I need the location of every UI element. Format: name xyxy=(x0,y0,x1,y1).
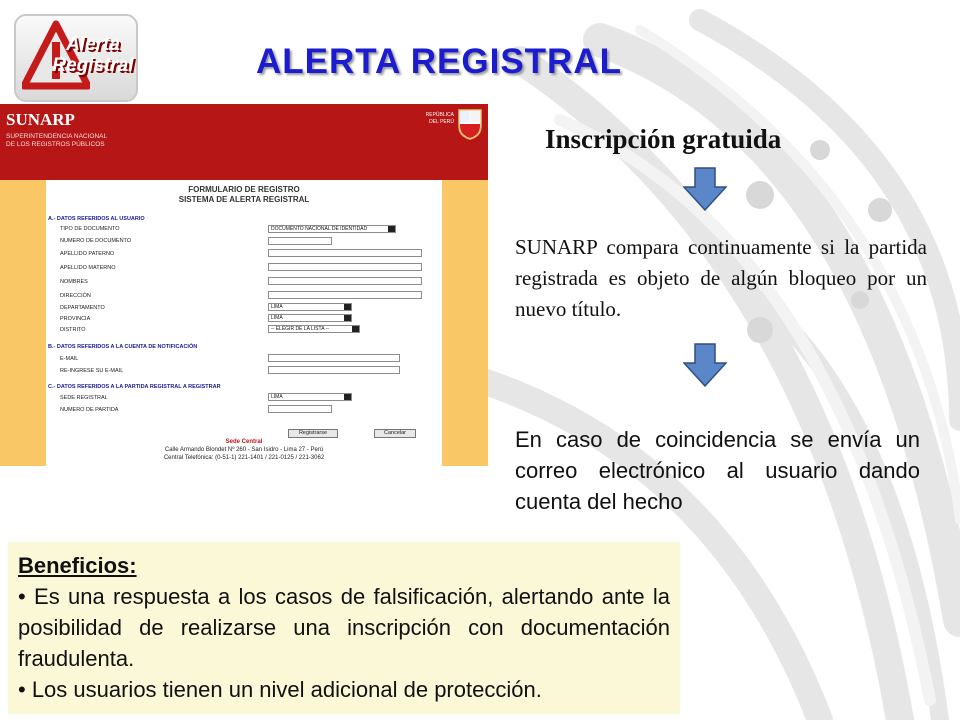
select-value: LIMA xyxy=(271,394,283,400)
record-number-input[interactable] xyxy=(268,405,332,413)
republica-2: DEL PERÚ xyxy=(429,119,454,125)
field-label: APELLIDO PATERNO xyxy=(60,251,115,257)
sede-phone: Central Telefónica: (0-51-1) 221-1401 / 221-0125 / 221-3062 xyxy=(163,455,325,461)
section-c-heading: C.- DATOS REFERIDOS A LA PARTIDA REGISTRAL A REGISTRAR xyxy=(48,384,221,390)
field-label: APELLIDO MATERNO xyxy=(60,265,116,271)
republica-label xyxy=(420,112,454,126)
field-label: E-MAIL xyxy=(60,356,79,362)
dropdown-arrow-icon xyxy=(344,394,351,400)
province-select[interactable] xyxy=(268,314,352,322)
sunarp-subtitle-2: DE LOS REGISTROS PÚBLICOS xyxy=(6,141,105,148)
dropdown-arrow-icon xyxy=(344,315,351,321)
sunarp-subtitle xyxy=(6,133,126,149)
form-header xyxy=(0,104,488,180)
alerta-registral-logo xyxy=(14,14,138,102)
field-label: DIRECCIÓN xyxy=(60,293,91,299)
page-title: ALERTA REGISTRAL xyxy=(256,42,622,81)
logo-line-2: Registral xyxy=(52,55,134,76)
paternal-surname-input[interactable] xyxy=(268,249,422,257)
select-value: LIMA xyxy=(271,304,283,310)
document-number-input[interactable] xyxy=(268,237,332,245)
sunarp-brand: SUNARP xyxy=(6,110,75,129)
arrow-down-icon xyxy=(683,167,727,211)
dropdown-arrow-icon xyxy=(352,326,359,332)
dropdown-arrow-icon xyxy=(344,304,351,310)
form-title-1: FORMULARIO DE REGISTRO xyxy=(188,185,300,194)
select-value: DOCUMENTO NACIONAL DE IDENTIDAD xyxy=(271,226,368,232)
field-label: TIPO DE DOCUMENTO xyxy=(60,226,120,232)
field-label: RE-INGRESE SU E-MAIL xyxy=(60,368,124,374)
sede-title: Sede Central xyxy=(225,439,263,445)
field-label: NUMERO DE PARTIDA xyxy=(60,407,119,413)
form-body xyxy=(46,180,442,466)
department-select[interactable] xyxy=(268,303,352,311)
benefits-box xyxy=(8,542,680,714)
field-label: NUMERO DE DOCUMENTO xyxy=(60,238,132,244)
republica-1: REPÚBLICA xyxy=(425,112,454,118)
field-label: DEPARTAMENTO xyxy=(60,305,105,311)
field-label: SEDE REGISTRAL xyxy=(60,395,108,401)
field-label: PROVINCIA xyxy=(60,316,91,322)
field-label: NOMBRES xyxy=(60,279,88,285)
document-type-select[interactable] xyxy=(268,225,396,233)
benefits-heading: Beneficios: xyxy=(18,553,137,578)
dropdown-arrow-icon xyxy=(388,226,395,232)
register-button[interactable]: Registrarse xyxy=(288,429,338,438)
registry-office-select[interactable] xyxy=(268,393,352,401)
select-value: -- ELEGIR DE LA LISTA -- xyxy=(271,326,329,332)
benefit-item: • Es una respuesta a los casos de falsificación, alertando ante la posibilidad de realizarse una inscripción con documentación fraudulenta. xyxy=(18,584,670,671)
section-b-heading: B.- DATOS REFERIDOS A LA CUENTA DE NOTIFICACIÓN xyxy=(48,344,198,350)
cancel-button[interactable]: Cancelar xyxy=(374,429,416,438)
sede-address: Calle Armando Blondet Nº 260 - San Isidro - Lima 27 - Perú xyxy=(164,447,324,453)
email-confirm-input[interactable] xyxy=(268,366,400,374)
registration-form-screenshot xyxy=(0,104,488,466)
logo-line-1: Alerta xyxy=(66,34,120,55)
notification-paragraph: En caso de coincidencia se envía un correo electrónico al usuario dando cuenta del hecho xyxy=(515,427,920,514)
select-value: LIMA xyxy=(271,315,283,321)
peru-emblem-icon xyxy=(457,108,483,140)
names-input[interactable] xyxy=(268,277,422,285)
comparison-paragraph: SUNARP compara continuamente si la partida registrada es objeto de algún bloqueo por un nuevo título. xyxy=(515,235,927,321)
arrow-down-icon xyxy=(683,343,727,387)
form-title-2: SISTEMA DE ALERTA REGISTRAL xyxy=(178,195,310,204)
section-a-heading: A.- DATOS REFERIDOS AL USUARIO xyxy=(48,216,145,222)
address-input[interactable] xyxy=(268,291,422,299)
maternal-surname-input[interactable] xyxy=(268,263,422,271)
email-input[interactable] xyxy=(268,354,400,362)
free-registration-heading: Inscripción gratuida xyxy=(545,124,782,154)
benefit-item: • Los usuarios tienen un nivel adicional de protección. xyxy=(18,677,542,702)
sunarp-subtitle-1: SUPERINTENDENCIA NACIONAL xyxy=(6,133,108,140)
district-select[interactable] xyxy=(268,325,360,333)
field-label: DISTRITO xyxy=(60,327,86,333)
